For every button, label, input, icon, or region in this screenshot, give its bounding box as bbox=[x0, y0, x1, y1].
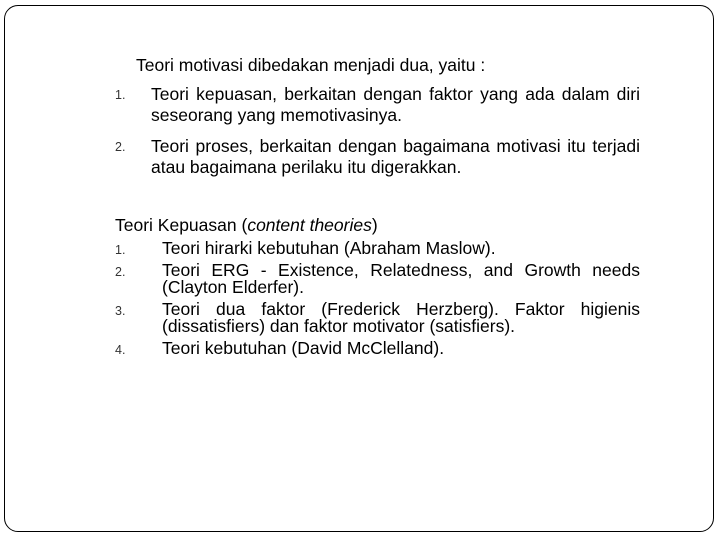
list-item-text: Teori hirarki kebutuhan (Abraham Maslow). bbox=[162, 238, 496, 258]
heading-prefix: Teori Kepuasan ( bbox=[115, 215, 248, 235]
content-theories-list bbox=[115, 240, 640, 357]
list-number: 4. bbox=[115, 343, 126, 357]
list-number: 2. bbox=[115, 265, 126, 279]
list-number: 1. bbox=[115, 88, 126, 102]
list-item bbox=[115, 262, 640, 296]
heading-suffix: ) bbox=[371, 215, 378, 235]
motivation-theory-list bbox=[115, 84, 640, 178]
list-number: 2. bbox=[115, 140, 126, 154]
list-number: 1. bbox=[115, 243, 126, 257]
list-item-text: Teori kepuasan, berkaitan dengan faktor yang ada dalam diri seseorang yang memotivasinya. bbox=[151, 84, 640, 125]
list-item bbox=[115, 301, 640, 335]
list-item bbox=[115, 340, 640, 357]
list-item-text: Teori kebutuhan (David McClelland). bbox=[162, 338, 445, 358]
list-item-text: Teori ERG - Existence, Relatedness, and Growth needs (Clayton Elderfer). bbox=[162, 260, 640, 297]
list-item bbox=[115, 240, 640, 257]
list-item bbox=[115, 84, 640, 126]
intro-text: Teori motivasi dibedakan menjadi dua, yaitu : bbox=[136, 55, 486, 75]
list-item-text: Teori proses, berkaitan dengan bagaimana motivasi itu terjadi atau bagaimana perilaku itu digerakkan. bbox=[151, 136, 640, 177]
list-number: 3. bbox=[115, 304, 126, 318]
section-heading bbox=[115, 214, 378, 236]
heading-italic: content theories bbox=[247, 215, 372, 235]
list-item-text: Teori dua faktor (Frederick Herzberg). Faktor higienis (dissatisfiers) dan faktor motivator (satisfiers). bbox=[162, 299, 640, 336]
list-item bbox=[115, 136, 640, 178]
